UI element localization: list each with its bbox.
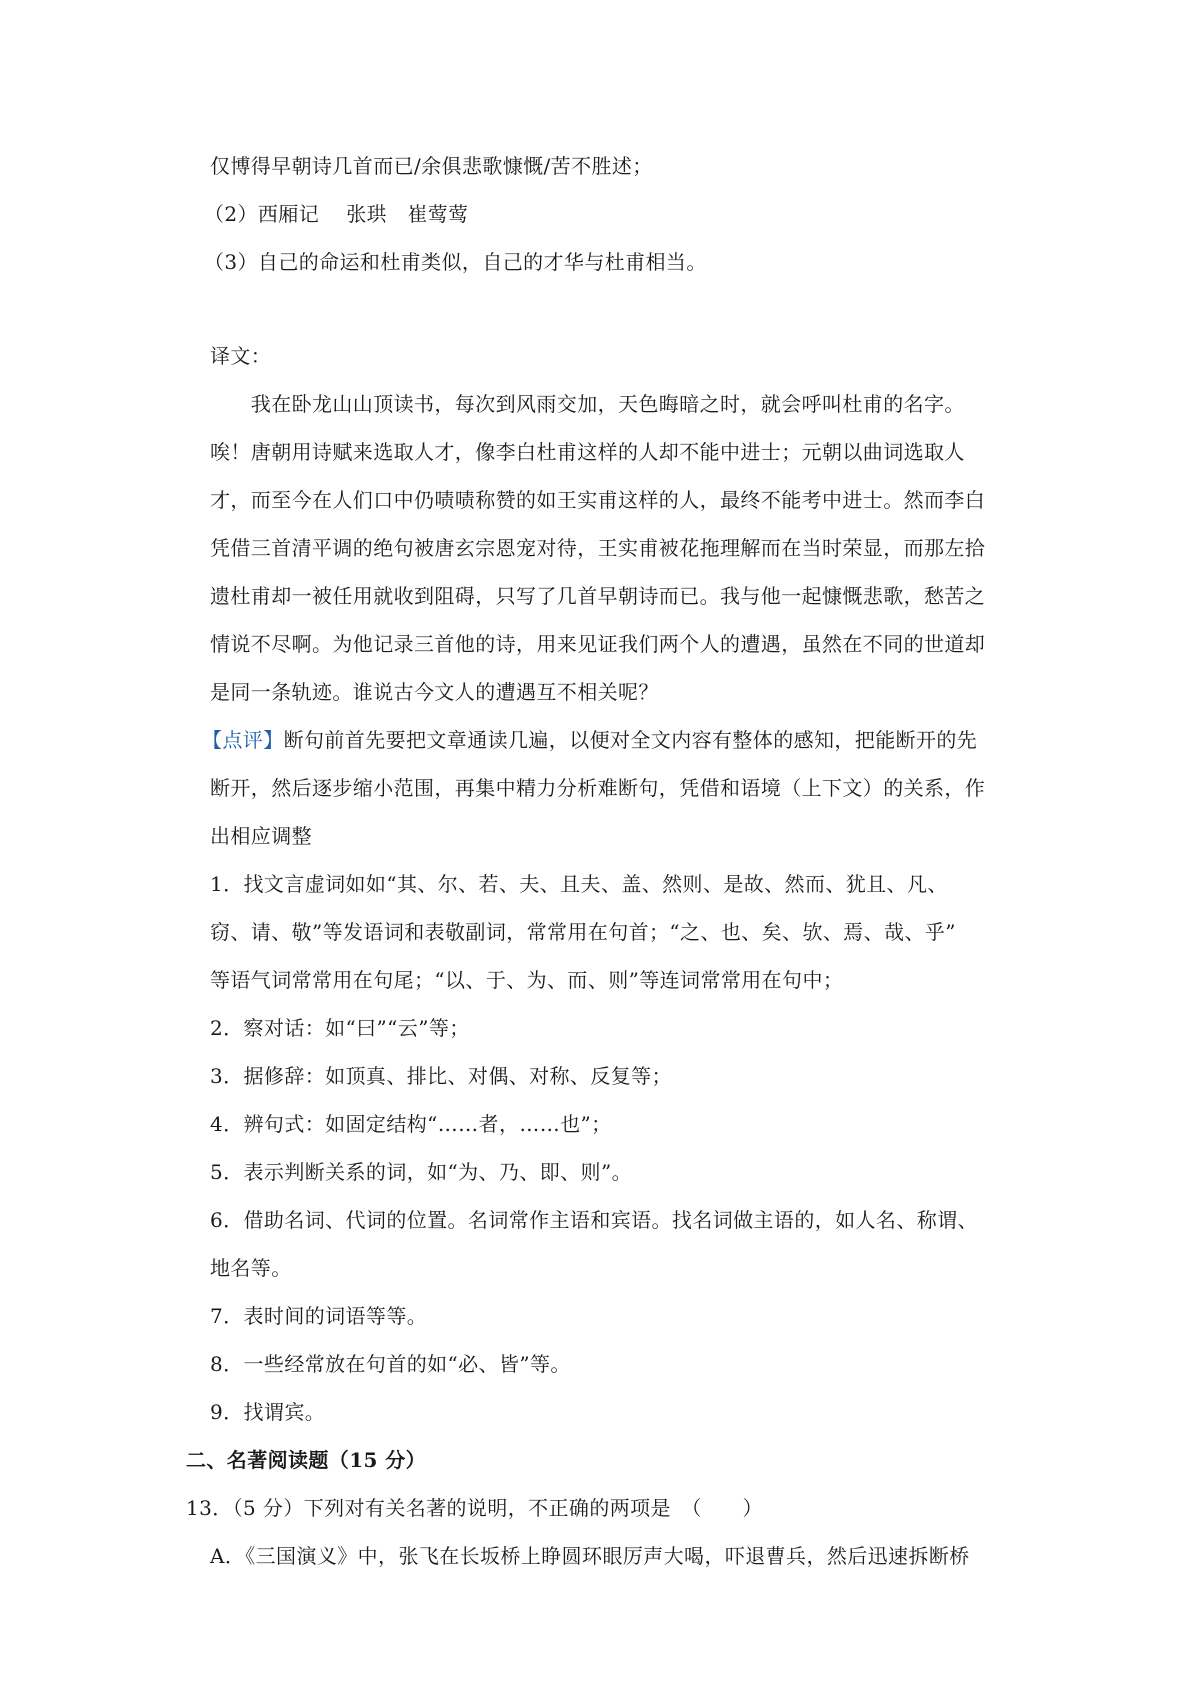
comment-line: 出相应调整 <box>210 824 312 848</box>
translation-line: 唉！唐朝用诗赋来选取人才，像李白杜甫这样的人却不能中进士；元朝以曲词选取人 <box>210 440 965 464</box>
comment-tag: 【点评】 <box>202 728 284 752</box>
tip-line: 9．找谓宾。 <box>210 1400 326 1424</box>
translation-heading: 译文： <box>210 344 272 368</box>
tip-line: 6．借助名词、代词的位置。名词常作主语和宾语。找名词做主语的，如人名、称谓、 <box>210 1208 978 1232</box>
translation-line: 情说不尽啊。为他记录三首他的诗，用来见证我们两个人的遭遇，虽然在不同的世道却 <box>210 632 986 656</box>
answer-line-2: （2）西厢记 张珙 崔莺莺 <box>204 202 469 226</box>
tip-line: 地名等。 <box>210 1256 292 1280</box>
tip-line: 8．一些经常放在句首的如“必、皆”等。 <box>210 1352 571 1376</box>
tip-line: 1．找文言虚词如如“其、尔、若、夫、且夫、盖、然则、是故、然而、犹且、凡、 <box>210 872 948 896</box>
tip-line: 2．察对话：如“曰”“云”等； <box>210 1016 470 1040</box>
tip-line: 窃、请、敬”等发语词和表敬副词，常常用在句首；“之、也、矣、欤、焉、哉、乎” <box>210 920 956 944</box>
comment-first-line <box>202 726 977 754</box>
section-title: 二、名著阅读题（15 分） <box>186 1448 426 1472</box>
translation-line: 是同一条轨迹。谁说古今文人的遭遇互不相关呢？ <box>210 680 659 704</box>
answer-line-1: 仅博得早朝诗几首而已/余俱悲歌慷慨/苦不胜述； <box>210 154 653 178</box>
translation-line: 我在卧龙山山顶读书，每次到风雨交加，天色晦暗之时，就会呼叫杜甫的名字。 <box>210 392 965 416</box>
translation-line: 凭借三首清平调的绝句被唐玄宗恩宠对待，王实甫被花拖理解而在当时荣显，而那左拾 <box>210 536 986 560</box>
translation-line: 遗杜甫却一被任用就收到阻碍，只写了几首早朝诗而已。我与他一起慷慨悲歌，愁苦之 <box>210 584 986 608</box>
tip-line: 4．辨句式：如固定结构“……者，……也”； <box>210 1112 612 1136</box>
tip-line: 3．据修辞：如顶真、排比、对偶、对称、反复等； <box>210 1064 672 1088</box>
tip-line: 7．表时间的词语等等。 <box>210 1304 428 1328</box>
comment-line: 断开，然后逐步缩小范围，再集中精力分析难断句，凭借和语境（上下文）的关系，作 <box>210 776 986 800</box>
tip-line: 5．表示判断关系的词，如“为、乃、即、则”。 <box>210 1160 632 1184</box>
comment-text: 断句前首先要把文章通读几遍，以便对全文内容有整体的感知，把能断开的先 <box>283 728 978 752</box>
translation-line: 才，而至今在人们口中仍啧啧称赞的如王实甫这样的人，最终不能考中进士。然而李白 <box>210 488 986 512</box>
tip-line: 等语气词常常用在句尾；“以、于、为、而、则”等连词常常用在句中； <box>210 968 844 992</box>
question-stem: 13．（5 分）下列对有关名著的说明，不正确的两项是 （ ） <box>186 1496 763 1520</box>
answer-line-3: （3）自己的命运和杜甫类似，自己的才华与杜甫相当。 <box>204 250 707 274</box>
question-option-a: A．《三国演义》中，张飞在长坂桥上睁圆环眼厉声大喝，吓退曹兵，然后迅速拆断桥 <box>210 1544 970 1568</box>
